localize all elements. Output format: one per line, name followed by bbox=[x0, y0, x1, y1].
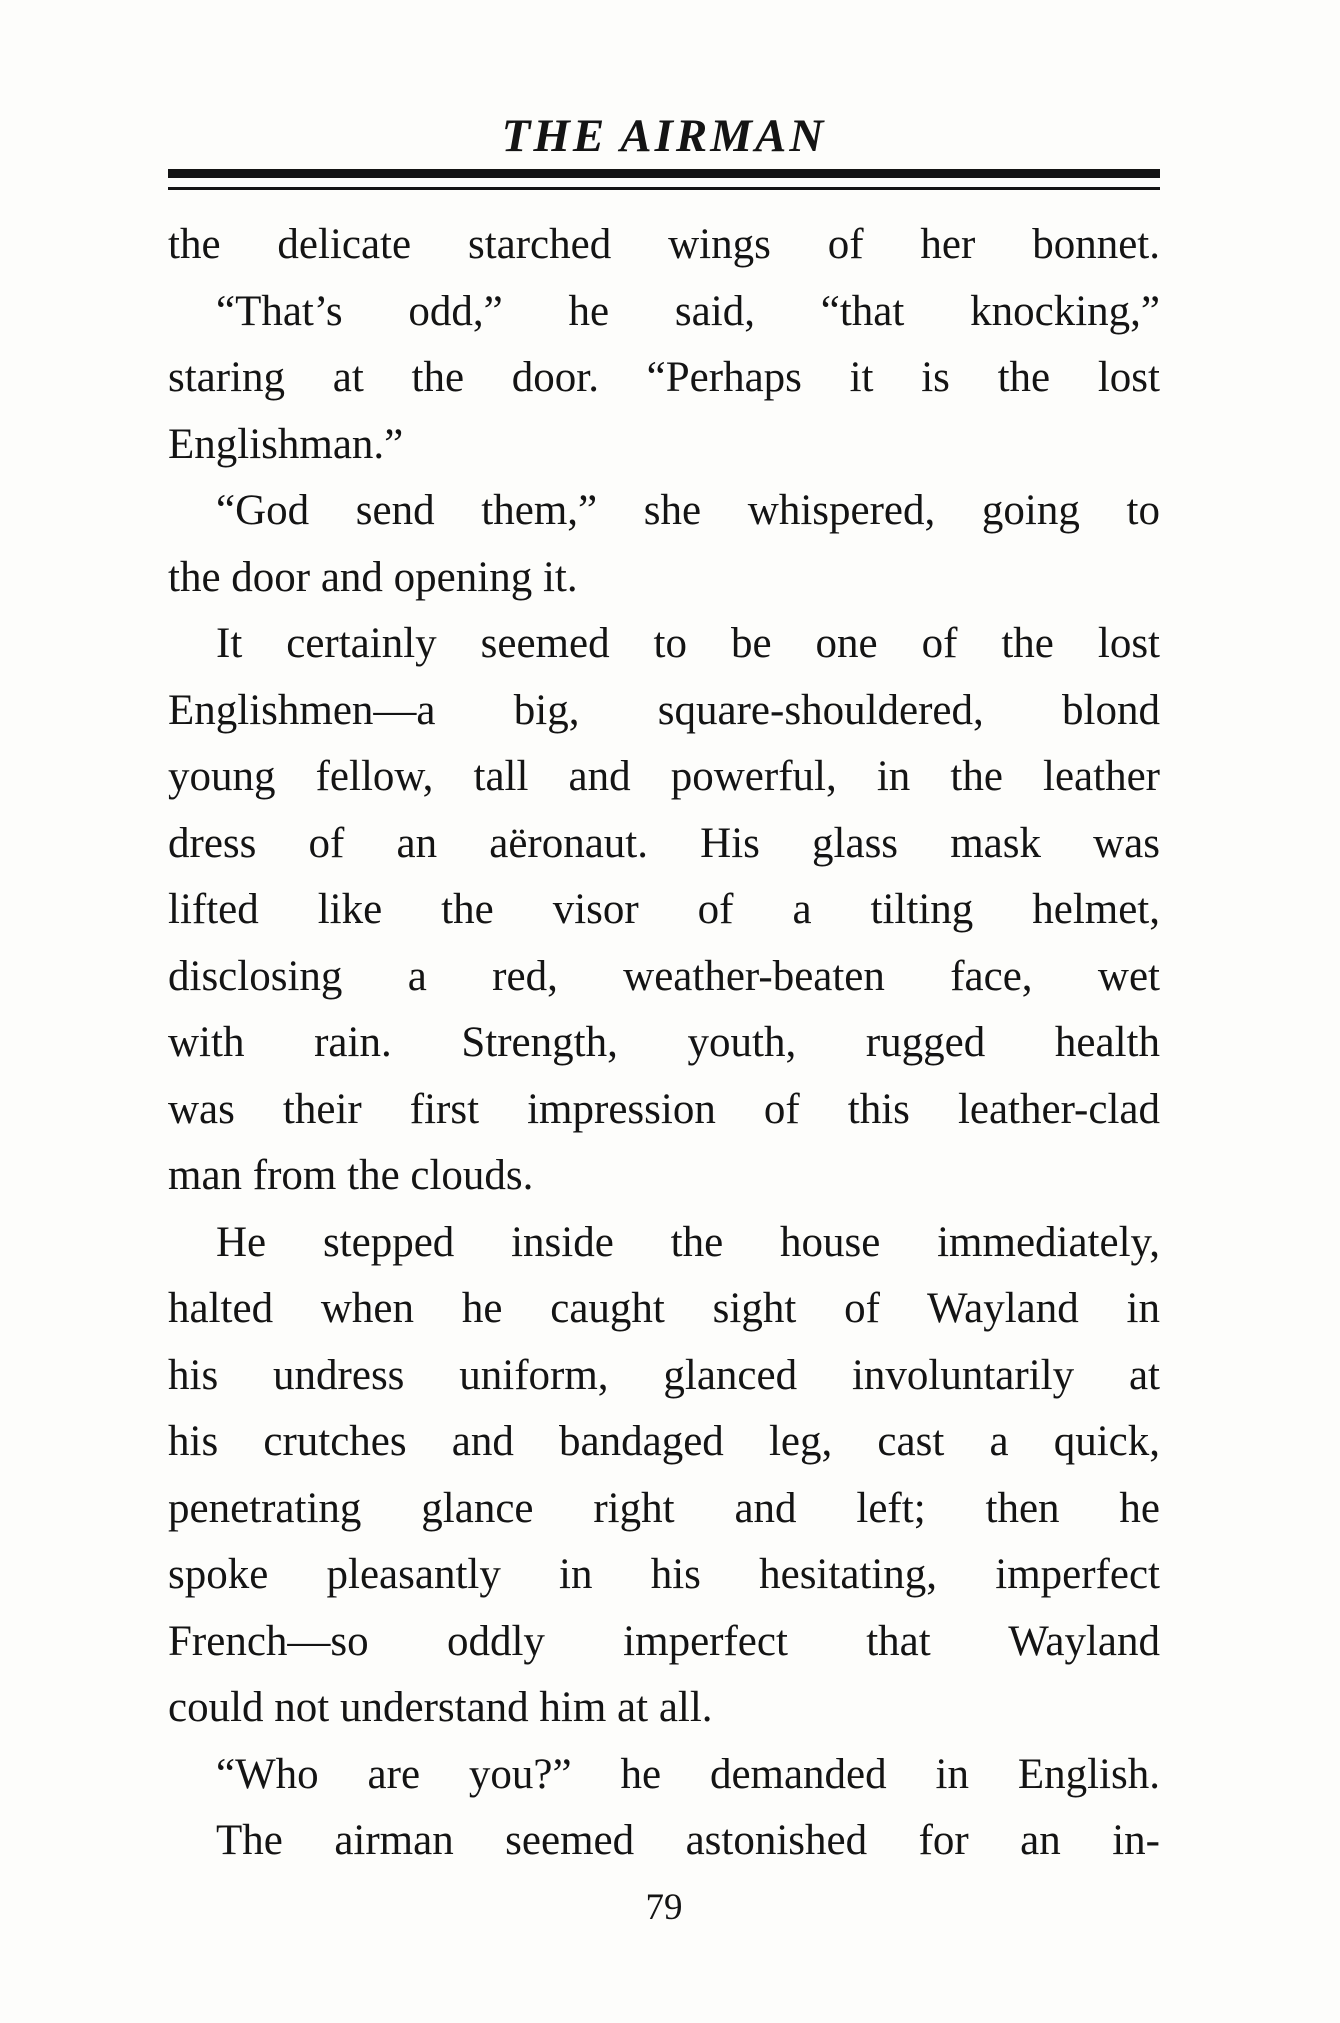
text-line: with rain. Strength, youth, rugged health bbox=[168, 1019, 1160, 1066]
text-line: He stepped inside the house immediately, bbox=[216, 1218, 1160, 1266]
text-line: It certainly seemed to be one of the lost bbox=[216, 620, 1160, 667]
text-line: penetrating glance right and left; then he bbox=[168, 1484, 1160, 1532]
text-line: “Who are you?” he demanded in English. bbox=[216, 1750, 1160, 1798]
text-line: man from the clouds. bbox=[168, 1152, 534, 1199]
text-line: staring at the door. “Perhaps it is the lost bbox=[168, 354, 1160, 401]
text-line: was their first impression of this leather-clad bbox=[168, 1085, 1160, 1133]
text-line: Englishmen—a big, square-shouldered, blond bbox=[168, 686, 1160, 734]
text-line: lifted like the visor of a tilting helmet, bbox=[168, 886, 1160, 933]
text-line: Englishman.” bbox=[168, 420, 404, 468]
text-line: “That’s odd,” he said, “that knocking,” bbox=[216, 287, 1160, 335]
text-line: halted when he caught sight of Wayland in bbox=[168, 1285, 1160, 1332]
text-line: The airman seemed astonished for an in- bbox=[216, 1817, 1160, 1864]
page-number: 79 bbox=[645, 1887, 683, 1928]
header-rule-thin bbox=[168, 187, 1160, 190]
text-line: French—so oddly imperfect that Wayland bbox=[168, 1617, 1160, 1665]
text-line: dress of an aëronaut. His glass mask was bbox=[168, 819, 1160, 867]
body-text bbox=[168, 212, 1160, 1875]
text-line: could not understand him at all. bbox=[168, 1684, 713, 1731]
text-line: young fellow, tall and powerful, in the leather bbox=[168, 753, 1160, 800]
text-line: his crutches and bandaged leg, cast a quick, bbox=[168, 1418, 1160, 1465]
header-rule-thick bbox=[168, 169, 1160, 178]
text-line: disclosing a red, weather-beaten face, wet bbox=[168, 952, 1160, 1000]
text-line: his undress uniform, glanced involuntarily at bbox=[168, 1351, 1160, 1399]
text-line: spoke pleasantly in his hesitating, imperfect bbox=[168, 1551, 1160, 1598]
text-line: the door and opening it. bbox=[168, 553, 578, 601]
text-line: “God send them,” she whispered, going to bbox=[216, 487, 1160, 534]
text-line: the delicate starched wings of her bonnet. bbox=[168, 221, 1160, 268]
running-head: THE AIRMAN bbox=[501, 110, 827, 162]
